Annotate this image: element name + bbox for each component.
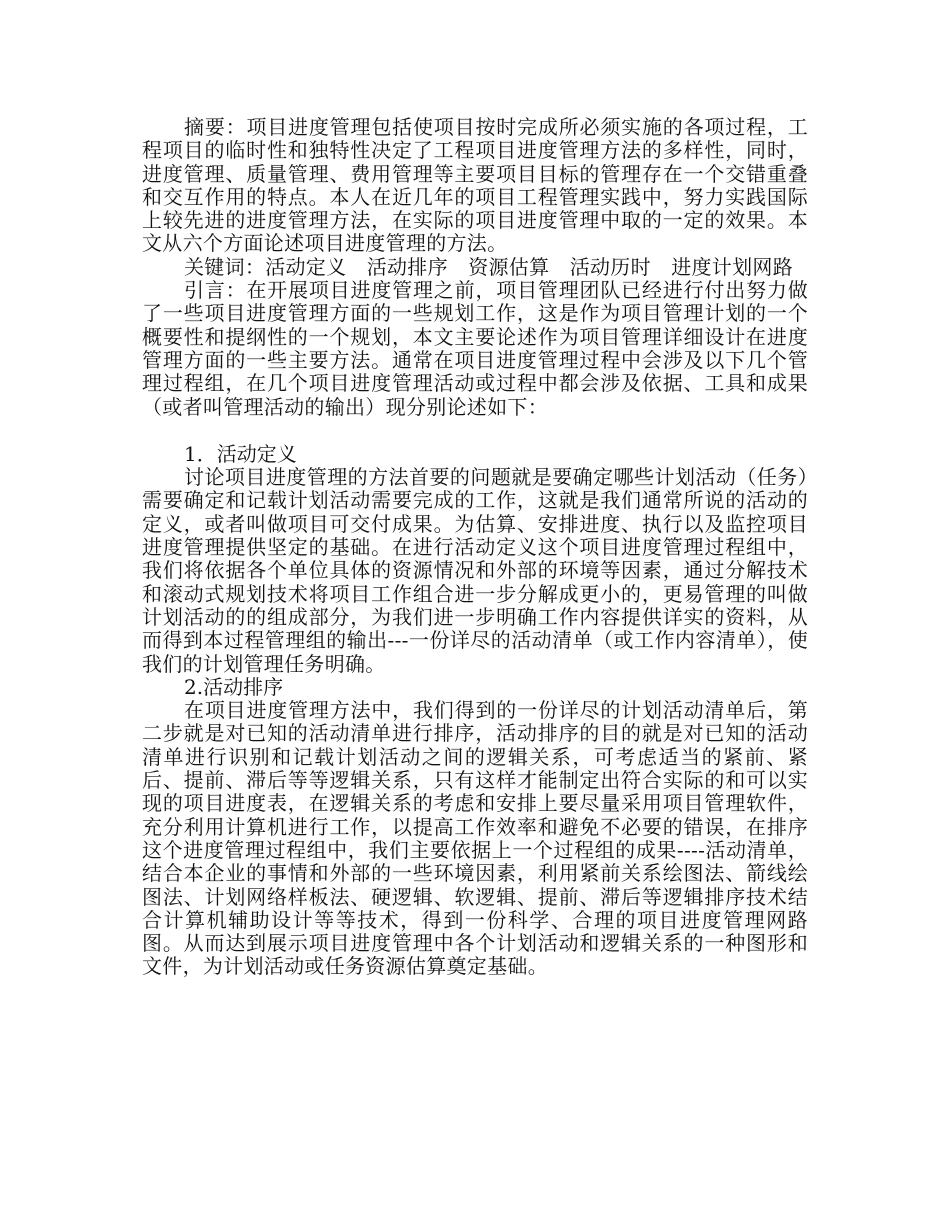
intro-paragraph: 引言：在开展项目进度管理之前，项目管理团队已经进行付出努力做了一些项目进度管理方面的一些规划工作，这是作为项目管理计划的一个概要性和提纲性的一个规划，本文主要论述作为项目管理详细设计在进度管理方面的一些主要方法。通常在项目进度管理过程中会涉及以下几个管理过程组，在几个项目进度管理活动或过程中都会涉及依据、工具和成果（或者叫管理活动的输出）现分别论述如下： <box>142 278 808 419</box>
abstract-paragraph: 摘要：项目进度管理包括使项目按时完成所必须实施的各项过程，工程项目的临时性和独特性决定了工程项目进度管理方法的多样性，同时，进度管理、质量管理、费用管理等主要项目目标的管理存在一个交错重叠和交互作用的特点。本人在近几年的项目工程管理实践中，努力实践国际上较先进的进度管理方法，在实际的项目进度管理中取的一定的效果。本文从六个方面论述项目进度管理的方法。 <box>142 115 808 256</box>
keywords-paragraph: 关键词：活动定义 活动排序 资源估算 活动历时 进度计划网路 <box>184 254 793 279</box>
section-2-heading: 2.活动排序 <box>184 674 284 699</box>
document-page <box>142 116 808 979</box>
section-1-heading: 1．活动定义 <box>184 441 297 466</box>
section-1-body: 讨论项目进度管理的方法首要的问题就是要确定哪些计划活动（任务）需要确定和记载计划活动需要完成的工作，这就是我们通常所说的活动的定义，或者叫做项目可交付成果。为估算、安排进度、执行以及监控项目进度管理提供坚定的基础。在进行活动定义这个项目进度管理过程组中，我们将依据各个单位具体的资源情况和外部的环境等因素，通过分解技术和滚动式规划技术将项目工作组合进一步分解成更小的，更易管理的叫做计划活动的的组成部分，为我们进一步明确工作内容提供详实的资料，从而得到本过程管理组的输出---一份详尽的活动清单（或工作内容清单），使我们的计划管理任务明确。 <box>142 465 808 676</box>
section-2-body: 在项目进度管理方法中，我们得到的一份详尽的计划活动清单后，第二步就是对已知的活动清单进行排序，活动排序的目的就是对已知的活动清单进行识别和记载计划活动之间的逻辑关系，可考虑适当的紧前、紧后、提前、滞后等等逻辑关系，只有这样才能制定出符合实际的和可以实现的项目进度表，在逻辑关系的考虑和安排上要尽量采用项目管理软件，充分利用计算机进行工作，以提高工作效率和避免不必要的错误，在排序这个进度管理过程组中，我们主要依据上一个过程组的成果----活动清单，结合本企业的事情和外部的一些环境因素，利用紧前关系绘图法、箭线绘图法、计划网络样板法、硬逻辑、软逻辑、提前、滞后等逻辑排序技术结合计算机辅助设计等等技术，得到一份科学、合理的项目进度管理网路图。从而达到展示项目进度管理中各个计划活动和逻辑关系的一种图形和文件，为计划活动或任务资源估算奠定基础。 <box>142 698 808 979</box>
